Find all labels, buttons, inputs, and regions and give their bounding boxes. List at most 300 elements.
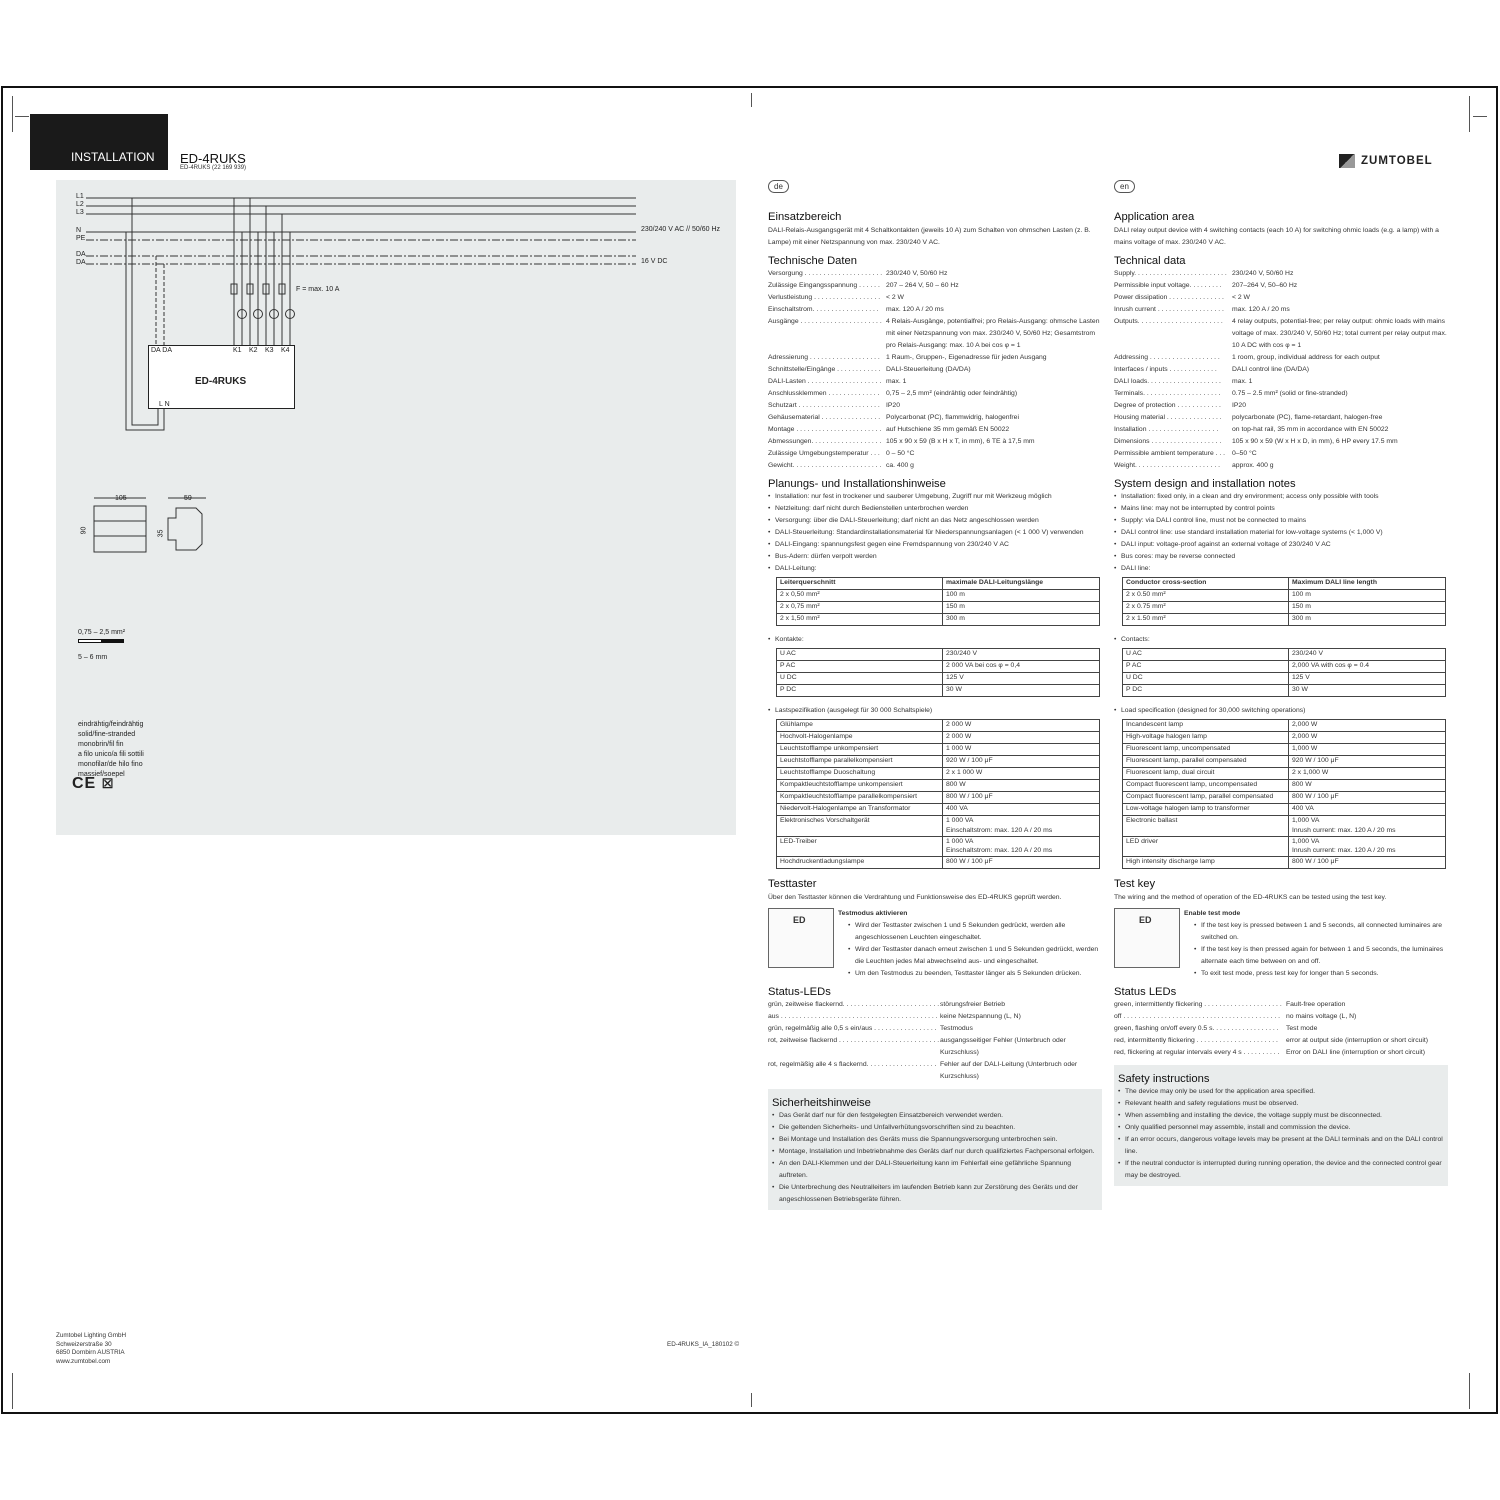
- table-cell: 125 V: [943, 673, 1100, 685]
- table-row: [777, 661, 1100, 673]
- tech-row: [1114, 376, 1448, 388]
- wire-label-l1: L1: [76, 193, 84, 200]
- table-cell: 2 x 0.75 mm²: [1123, 602, 1289, 614]
- section-heading-test: Testtaster: [768, 878, 817, 891]
- tech-value: 207–264 V, 50–60 Hz: [1232, 282, 1298, 289]
- table-cell: 300 m: [1289, 614, 1446, 626]
- dim-width: 105: [115, 495, 127, 502]
- product-code: ED-4RUKS (22 169 939): [180, 165, 247, 171]
- planning-item: • DALI input: voltage-proof against an external voltage of 230/240 V AC: [1114, 539, 1448, 551]
- load-spec-label: • Load specification (designed for 30,000 switching operations): [1114, 705, 1448, 717]
- tech-key: Weight. . . . . . . . . . . . . . . . . . . . . . .: [1114, 462, 1221, 469]
- table-cell: U AC: [777, 649, 943, 661]
- table-cell: 400 VA: [1289, 804, 1446, 816]
- tech-row: [1114, 268, 1448, 280]
- crop-mark: [751, 93, 752, 107]
- test-mode-title: Testmodus aktivieren: [838, 910, 908, 918]
- dim-rail: 35: [157, 529, 165, 538]
- status-value: Error on DALI line (interruption or short circuit): [1286, 1049, 1426, 1057]
- table-cell: High-voltage halogen lamp: [1123, 732, 1289, 744]
- table-cell: Niedervolt-Halogenlampe an Transformator: [777, 804, 943, 816]
- tech-key: Zulässige Eingangsspannung . . . . . .: [768, 282, 880, 289]
- voltage-ac-label: 230/240 V AC // 50/60 Hz: [641, 226, 720, 233]
- table-row: [777, 780, 1100, 792]
- table-row: [777, 804, 1100, 816]
- wire-cross-section: 0,75 – 2,5 mm²: [78, 629, 126, 636]
- weee-bin-icon: ☒: [101, 776, 115, 791]
- table-header-row: [777, 578, 1100, 590]
- table-cell: 230/240 V: [1289, 649, 1446, 661]
- tech-value: 105 x 90 x 59 (W x H x D, in mm), 6 HP every 17.5 mm: [1232, 438, 1398, 445]
- section-heading-technical: Technische Daten: [768, 255, 857, 267]
- tech-row: [1114, 304, 1448, 316]
- table-row: [777, 857, 1100, 869]
- table-cell: 30 W: [943, 685, 1100, 697]
- table-cell: 1,000 W: [1289, 744, 1446, 756]
- table-cell: U AC: [1123, 649, 1289, 661]
- table-cell: 2 x 1 000 W: [943, 768, 1100, 780]
- test-block: [768, 908, 1102, 980]
- device-brand-mark: ED: [793, 915, 806, 926]
- tech-value: max. 1: [886, 378, 907, 385]
- tech-row: [768, 280, 1102, 292]
- contacts-label: • Contacts:: [1114, 634, 1448, 646]
- wire-type-list: [78, 720, 144, 780]
- table-cell: LED-Treiber: [777, 836, 943, 857]
- test-step: • Um den Testmodus zu beenden, Testtaster länger als 5 Sekunden drücken.: [838, 968, 1102, 980]
- table-cell: Fluorescent lamp, dual circuit: [1123, 768, 1289, 780]
- tech-key: Adressierung . . . . . . . . . . . . . . . . . . .: [768, 354, 880, 361]
- table-cell: High intensity discharge lamp: [1123, 857, 1289, 869]
- application-text: DALI-Relais-Ausgangsgerät mit 4 Schaltkontakten (jeweils 10 A) zum Schalten von ohmschen Lasten (z. B. Lampe) mit einer Netzspannung von max. 230/240 V AC.: [768, 227, 1091, 246]
- tech-row: [1114, 436, 1448, 448]
- tech-row: [1114, 364, 1448, 376]
- tech-value: IP20: [886, 402, 900, 409]
- tech-key: Dimensions . . . . . . . . . . . . . . . . . . .: [1114, 438, 1222, 445]
- table-cell: 100 m: [943, 590, 1100, 602]
- table-cell: P AC: [777, 661, 943, 673]
- status-value: no mains voltage (L, N): [1286, 1013, 1357, 1021]
- test-step: • Wird der Testtaster danach erneut zwischen 1 und 5 Sekunden gedrückt, werden die Leuchten jedes Mal abwechselnd aus- und eingeschaltet.: [838, 944, 1102, 968]
- table-cell: 125 V: [1289, 673, 1446, 685]
- wire-label-da1: DA: [76, 251, 86, 258]
- safety-box: [1114, 1065, 1448, 1186]
- device-da-label: DA DA: [151, 347, 173, 354]
- table-cell: 920 W / 100 μF: [943, 756, 1100, 768]
- safety-item: • An den DALI-Klemmen und der DALI-Steuerleitung kann im Fehlerfall eine gefährliche Spannung auftreten.: [772, 1158, 1098, 1182]
- tech-value: 4 Relais-Ausgänge, potentialfrei; pro Relais-Ausgang: ohmsche Lasten mit einer Netzspannung von max. 230/240 V, 50/60 Hz; Gesamtstrom pro Relais-Ausgang: max. 10 A bei cos φ = 1: [886, 318, 1100, 349]
- tech-value: 230/240 V, 50/60 Hz: [1232, 270, 1294, 277]
- zumtobel-logo-icon: [1339, 154, 1355, 168]
- section-heading-safety: Safety instructions: [1118, 1073, 1210, 1086]
- table-header-row: [1123, 578, 1446, 590]
- status-key: green, flashing on/off every 0.5 s. . . . . . . . . . . . . . . . . .: [1114, 1025, 1279, 1033]
- crop-mark: [1473, 116, 1487, 117]
- planning-item: • DALI-Leitung:: [768, 563, 1102, 575]
- wire-strip-icon: [78, 639, 124, 643]
- safety-item: • If an error occurs, dangerous voltage levels may be present at the DALI terminals and on the DALI control line.: [1118, 1134, 1444, 1158]
- status-key: red, intermittently flickering . . . . . . . . . . . . . . . . . . . . . .: [1114, 1037, 1278, 1045]
- status-row: [1114, 1035, 1448, 1047]
- table-cell: 100 m: [1289, 590, 1446, 602]
- brand-logo: ZUMTOBEL: [1339, 154, 1433, 168]
- tech-value: ca. 400 g: [886, 462, 914, 469]
- planning-item: • Netzleitung: darf nicht durch Bedienstellen unterbrochen werden: [768, 503, 1102, 515]
- table-row: [777, 816, 1100, 837]
- wire-label-l2: L2: [76, 201, 84, 208]
- table-cell: 2,000 W: [1289, 732, 1446, 744]
- safety-item: • Bei Montage und Installation des Geräts muss die Spannungsversorgung unterbrochen sein.: [772, 1134, 1098, 1146]
- status-row: [1114, 1011, 1448, 1023]
- table-cell: Leuchtstofflampe Duoschaltung: [777, 768, 943, 780]
- device-ln-label: L N: [159, 401, 170, 408]
- table-cell: 800 W / 100 μF: [1289, 792, 1446, 804]
- tech-key: Permissible input voltage. . . . . . . . .: [1114, 282, 1222, 289]
- table-row: [777, 792, 1100, 804]
- table-row: [1123, 816, 1446, 837]
- dim-depth: 59: [184, 495, 192, 502]
- table-cell: 2 x 0,50 mm²: [777, 590, 943, 602]
- table-row: [1123, 614, 1446, 626]
- tech-row: [768, 388, 1102, 400]
- table-row: [777, 744, 1100, 756]
- tech-value: max. 120 A / 20 ms: [1232, 306, 1290, 313]
- tech-row: [768, 268, 1102, 280]
- device-box: [148, 345, 295, 409]
- tech-row: [768, 412, 1102, 424]
- status-value: störungsfreier Betrieb: [940, 1001, 1005, 1009]
- crop-mark: [1469, 1373, 1470, 1409]
- tech-value: polycarbonate (PC), flame-retardant, halogen-free: [1232, 414, 1383, 421]
- wire-type: monobrin/fil fin: [78, 741, 124, 748]
- wire-label-l3: L3: [76, 209, 84, 216]
- table-row: [777, 673, 1100, 685]
- table-row: [777, 602, 1100, 614]
- tech-row: [768, 460, 1102, 472]
- status-row: [1114, 999, 1448, 1011]
- section-heading-safety: Sicherheitshinweise: [772, 1097, 871, 1110]
- tech-row: [768, 316, 1102, 352]
- tech-key: Interfaces / inputs . . . . . . . . . . . . .: [1114, 366, 1217, 373]
- wire-label-da2: DA: [76, 259, 86, 266]
- data-table: [776, 719, 1100, 869]
- tech-row: [768, 424, 1102, 436]
- table-cell: 1 000 VA Einschaltstrom: max. 120 A / 20 ms: [943, 836, 1100, 857]
- tech-row: [1114, 292, 1448, 304]
- table-row: [777, 732, 1100, 744]
- data-table: [776, 648, 1100, 697]
- tech-row: [768, 376, 1102, 388]
- table-cell: 800 W / 100 μF: [1289, 857, 1446, 869]
- table-cell: 1,000 VA Inrush current: max. 120 A / 20 ms: [1289, 836, 1446, 857]
- test-block: [1114, 908, 1448, 980]
- wire-type: solid/fine-stranded: [78, 731, 136, 738]
- table-cell: 30 W: [1289, 685, 1446, 697]
- tech-value: 0,75 – 2,5 mm² (eindrähtig oder feindrähtig): [886, 390, 1018, 397]
- table-cell: 800 W: [1289, 780, 1446, 792]
- contacts-label: • Kontakte:: [768, 634, 1102, 646]
- tech-value: DALI-Steuerleitung (DA/DA): [886, 366, 971, 373]
- table-cell: Kompaktleuchtstofflampe parallelkompensiert: [777, 792, 943, 804]
- planning-item: • DALI line:: [1114, 563, 1448, 575]
- installation-header: INSTALLATION: [30, 114, 168, 170]
- tech-row: [768, 352, 1102, 364]
- table-cell: P DC: [1123, 685, 1289, 697]
- fuse-label: F = max. 10 A: [296, 286, 340, 293]
- tech-row: [768, 448, 1102, 460]
- planning-item: • DALI-Eingang: spannungsfest gegen eine Fremdspannung von 230/240 V AC: [768, 539, 1102, 551]
- tech-key: Montage . . . . . . . . . . . . . . . . . . . . . . .: [768, 426, 882, 433]
- table-row: [777, 720, 1100, 732]
- planning-item: • DALI-Steuerleitung: Standardinstallationsmaterial für Niederspannungsanlagen (< 1 000 V) verwenden: [768, 527, 1102, 539]
- table-cell: Fluorescent lamp, parallel compensated: [1123, 756, 1289, 768]
- tech-value: DALI control line (DA/DA): [1232, 366, 1310, 373]
- tech-row: [1114, 280, 1448, 292]
- status-key: rot, regelmäßig alle 4 s flackernd. . . . . . . . . . . . . . . . . . .: [768, 1061, 937, 1069]
- section-heading-test: Test key: [1114, 878, 1156, 891]
- planning-item: • Installation: fixed only, in a clean and dry environment; access only possible with tools: [1114, 491, 1448, 503]
- section-heading-planning: System design and installation notes: [1114, 478, 1296, 490]
- table-row: [1123, 792, 1446, 804]
- table-cell: Kompaktleuchtstofflampe unkompensiert: [777, 780, 943, 792]
- tech-row: [1114, 460, 1448, 472]
- table-cell: 1 000 W: [943, 744, 1100, 756]
- table-cell: 2,000 W: [1289, 720, 1446, 732]
- planning-item: • DALI control line: use standard installation material for low-voltage systems (< 1,000 V): [1114, 527, 1448, 539]
- footer-line: 6850 Dornbirn AUSTRIA: [56, 1349, 125, 1356]
- tech-key: Schnittstelle/Eingänge . . . . . . . . . . . .: [768, 366, 881, 373]
- status-list: [768, 999, 1102, 1083]
- tech-value: 0.75 – 2.5 mm² (solid or fine-stranded): [1232, 390, 1348, 397]
- safety-item: • If the neutral conductor is interrupted during running operation, the device and the connected control gear may be destroyed.: [1118, 1158, 1444, 1182]
- dimension-drawing: [76, 490, 276, 570]
- section-heading-technical: Technical data: [1114, 255, 1186, 267]
- footer-line: Schweizerstraße 30: [56, 1340, 112, 1348]
- tech-key: Abmessungen. . . . . . . . . . . . . . . . . . .: [768, 438, 882, 445]
- safety-item: • Die geltenden Sicherheits- und Unfallverhütungsvorschriften sind zu beachten.: [772, 1122, 1098, 1134]
- table-cell: 2 x 1,000 W: [1289, 768, 1446, 780]
- wire-type: massief/soepel: [78, 771, 125, 778]
- tech-key: Outputs. . . . . . . . . . . . . . . . . . . . . . .: [1114, 318, 1223, 325]
- tech-key: Versorgung . . . . . . . . . . . . . . . . . . . . .: [768, 270, 883, 277]
- column-english: [1114, 180, 1448, 1186]
- table-cell: 920 W / 100 μF: [1289, 756, 1446, 768]
- table-cell: 2 x 0,75 mm²: [777, 602, 943, 614]
- table-cell: 800 W / 100 μF: [943, 792, 1100, 804]
- table-cell: Leuchtstofflampe parallelkompensiert: [777, 756, 943, 768]
- footer-line: Zumtobel Lighting GmbH: [56, 1332, 126, 1339]
- tech-value: 207 – 264 V, 50 – 60 Hz: [886, 282, 959, 289]
- table-row: [1123, 661, 1446, 673]
- table-cell: 1 000 VA Einschaltstrom: max. 120 A / 20 ms: [943, 816, 1100, 837]
- table-cell: Hochvolt-Halogenlampe: [777, 732, 943, 744]
- test-mode-title: Enable test mode: [1184, 910, 1241, 918]
- status-value: Fault-free operation: [1286, 1001, 1346, 1009]
- tech-value: max. 1: [1232, 378, 1253, 385]
- data-table: [1122, 577, 1446, 626]
- table-cell: Elektronisches Vorschaltgerät: [777, 816, 943, 837]
- table-cell: 2 x 1.50 mm²: [1123, 614, 1289, 626]
- status-value: ausgangsseitiger Fehler (Unterbruch oder Kurzschluss): [940, 1037, 1066, 1057]
- tech-key: Gehäusematerial . . . . . . . . . . . . . . . .: [768, 414, 881, 421]
- table-cell: Compact fluorescent lamp, parallel compensated: [1123, 792, 1289, 804]
- tech-value: < 2 W: [886, 294, 904, 301]
- safety-item: • Only qualified personnel may assemble, install and commission the device.: [1118, 1122, 1444, 1134]
- device-brand-mark: ED: [1139, 915, 1152, 926]
- test-device-illustration: [1114, 908, 1180, 968]
- tech-key: Schutzart . . . . . . . . . . . . . . . . . . . . . .: [768, 402, 880, 409]
- tech-value: < 2 W: [1232, 294, 1250, 301]
- table-cell: 2 000 W: [943, 720, 1100, 732]
- table-header-cell: Leiterquerschnitt: [777, 578, 943, 590]
- table-cell: 2 x 0.50 mm²: [1123, 590, 1289, 602]
- safety-item: • Relevant health and safety regulations must be observed.: [1118, 1098, 1444, 1110]
- ce-mark: CE ☒: [72, 775, 115, 792]
- status-row: [768, 1059, 1102, 1083]
- table-header-cell: Conductor cross-section: [1123, 578, 1289, 590]
- status-key: green, intermittently flickering . . . . . . . . . . . . . . . . . . . . .: [1114, 1001, 1282, 1009]
- status-row: [1114, 1023, 1448, 1035]
- section-heading-status: Status-LEDs: [768, 986, 831, 999]
- tech-key: Degree of protection . . . . . . . . . . . .: [1114, 402, 1221, 409]
- tech-value: 1 room, group, individual address for each output: [1232, 354, 1380, 361]
- crop-mark: [15, 116, 29, 117]
- status-value: Test mode: [1286, 1025, 1318, 1033]
- table-header-cell: Maximum DALI line length: [1289, 578, 1446, 590]
- crop-mark: [1469, 96, 1470, 132]
- table-row: [777, 590, 1100, 602]
- wire-label-pe: PE: [76, 235, 86, 242]
- test-instructions: [838, 908, 1102, 980]
- tech-key: Ausgänge . . . . . . . . . . . . . . . . . . . . . .: [768, 318, 882, 325]
- table-row: [777, 649, 1100, 661]
- planning-item: • Supply: via DALI control line, must not be connected to mains: [1114, 515, 1448, 527]
- device-k3: K3: [265, 347, 274, 354]
- table-row: [1123, 836, 1446, 857]
- table-row: [1123, 857, 1446, 869]
- tech-key: Zulässige Umgebungstemperatur . . .: [768, 450, 880, 457]
- tech-row: [768, 400, 1102, 412]
- table-cell: U DC: [1123, 673, 1289, 685]
- crop-mark: [12, 96, 13, 132]
- table-cell: LED driver: [1123, 836, 1289, 857]
- table-cell: U DC: [777, 673, 943, 685]
- table-cell: 2 x 1,50 mm²: [777, 614, 943, 626]
- tech-key: Anschlussklemmen . . . . . . . . . . . . . .: [768, 390, 880, 397]
- load-spec-label: • Lastspezifikation (ausgelegt für 30 000 Schaltspiele): [768, 705, 1102, 717]
- table-cell: 2 000 VA bei cos φ = 0,4: [943, 661, 1100, 673]
- tech-key: Verlustleistung . . . . . . . . . . . . . . . . . .: [768, 294, 881, 301]
- table-cell: Glühlampe: [777, 720, 943, 732]
- section-heading-status: Status LEDs: [1114, 986, 1177, 999]
- document-sheet: [1, 86, 1498, 1414]
- planning-item: • Bus-Adern: dürfen verpolt werden: [768, 551, 1102, 563]
- tech-row: [1114, 400, 1448, 412]
- table-cell: 2 000 W: [943, 732, 1100, 744]
- status-row: [768, 1011, 1102, 1023]
- table-row: [1123, 756, 1446, 768]
- wire-type: eindrähtig/feindrähtig: [78, 721, 144, 728]
- planning-item: • Installation: nur fest in trockener und sauberer Umgebung, Zugriff nur mit Werkzeug möglich: [768, 491, 1102, 503]
- status-row: [768, 1023, 1102, 1035]
- table-row: [1123, 744, 1446, 756]
- status-key: red, flickering at regular intervals every 4 s . . . . . . . . . .: [1114, 1049, 1280, 1057]
- language-badge: de: [768, 180, 789, 193]
- table-row: [1123, 685, 1446, 697]
- table-cell: P AC: [1123, 661, 1289, 673]
- tech-value: approx. 400 g: [1232, 462, 1274, 469]
- planning-item: • Mains line: may not be interrupted by control points: [1114, 503, 1448, 515]
- table-row: [777, 768, 1100, 780]
- table-cell: Fluorescent lamp, uncompensated: [1123, 744, 1289, 756]
- wire-strip-length: 5 – 6 mm: [78, 654, 108, 661]
- tech-value: on top-hat rail, 35 mm in accordance with EN 50022: [1232, 426, 1389, 433]
- status-list: [1114, 999, 1448, 1059]
- tech-key: Installation . . . . . . . . . . . . . . . . . . .: [1114, 426, 1219, 433]
- table-row: [777, 836, 1100, 857]
- status-value: keine Netzspannung (L, N): [940, 1013, 1021, 1021]
- status-key: grün, regelmäßig alle 0,5 s ein/aus . . . . . . . . . . . . . . . . .: [768, 1025, 937, 1033]
- table-cell: 800 W: [943, 780, 1100, 792]
- tech-row: [1114, 448, 1448, 460]
- status-key: aus . . . . . . . . . . . . . . . . . . . . . . . . . . . . . . . . . . . . . . . . . .: [768, 1013, 938, 1021]
- safety-item: • Montage, Installation und Inbetriebnahme des Geräts darf nur durch qualifiziertes Fachpersonal erfolgen.: [772, 1146, 1098, 1158]
- safety-item: • The device may only be used for the application area specified.: [1118, 1086, 1444, 1098]
- section-heading-application: Application area: [1114, 211, 1195, 223]
- tech-value: 230/240 V, 50/60 Hz: [886, 270, 948, 277]
- tech-value: IP20: [1232, 402, 1246, 409]
- status-value: error at output side (interruption or short circuit): [1286, 1037, 1429, 1045]
- test-step: • Wird der Testtaster zwischen 1 und 5 Sekunden gedrückt, werden alle angeschlossenen Leuchten eingeschaltet.: [838, 920, 1102, 944]
- planning-item: • Bus cores: may be reverse connected: [1114, 551, 1448, 563]
- test-step: • To exit test mode, press test key for longer than 5 seconds.: [1184, 968, 1448, 980]
- status-key: rot, zeitweise flackernd . . . . . . . . . . . . . . . . . . . . . . . . . . .: [768, 1037, 940, 1045]
- tech-row: [1114, 352, 1448, 364]
- tech-key: Supply. . . . . . . . . . . . . . . . . . . . . . . . .: [1114, 270, 1227, 277]
- tech-value: 105 x 90 x 59 (B x H x T, in mm), 6 TE à 17,5 mm: [886, 438, 1035, 445]
- table-cell: 150 m: [1289, 602, 1446, 614]
- tech-key: DALI loads. . . . . . . . . . . . . . . . . . . .: [1114, 378, 1221, 385]
- tech-value: 0 – 50 °C: [886, 450, 915, 457]
- wire-label-n: N: [76, 227, 82, 234]
- test-step: • If the test key is pressed between 1 and 5 seconds, all connected luminaires are switched on.: [1184, 920, 1448, 944]
- table-row: [1123, 732, 1446, 744]
- tech-key: Inrush current . . . . . . . . . . . . . . . . . .: [1114, 306, 1224, 313]
- product-name: ED-4RUKS: [180, 151, 246, 166]
- device-name: ED-4RUKS: [195, 376, 247, 387]
- tech-row: [1114, 316, 1448, 352]
- doc-code: ED-4RUKS_IA_180102 ©: [667, 1341, 740, 1348]
- table-cell: Electronic ballast: [1123, 816, 1289, 837]
- table-cell: 800 W / 100 μF: [943, 857, 1100, 869]
- tech-row: [1114, 424, 1448, 436]
- planning-item: • Versorgung: über die DALI-Steuerleitung; darf nicht an das Netz angeschlossen werden: [768, 515, 1102, 527]
- tech-row: [768, 292, 1102, 304]
- tech-value: 1 Raum-, Gruppen-, Eigenadresse für jeden Ausgang: [886, 354, 1047, 361]
- footer-address: [56, 1332, 126, 1366]
- footer-line: www.zumtobel.com: [56, 1357, 111, 1365]
- status-value: Testmodus: [940, 1025, 973, 1033]
- table-row: [777, 756, 1100, 768]
- table-row: [1123, 590, 1446, 602]
- installation-panel: [56, 180, 736, 835]
- table-cell: Hochdruckentladungslampe: [777, 857, 943, 869]
- tech-value: 4 relay outputs, potential-free; per relay output: ohmic loads with mains voltage of max. 230/240 V, 50/60 Hz; total current per relay output max. 10 A DC with cos φ = 1: [1232, 318, 1447, 349]
- table-cell: 400 VA: [943, 804, 1100, 816]
- tech-key: Housing material . . . . . . . . . . . . . . .: [1114, 414, 1222, 421]
- language-badge: en: [1114, 180, 1135, 193]
- status-row: [1114, 1047, 1448, 1059]
